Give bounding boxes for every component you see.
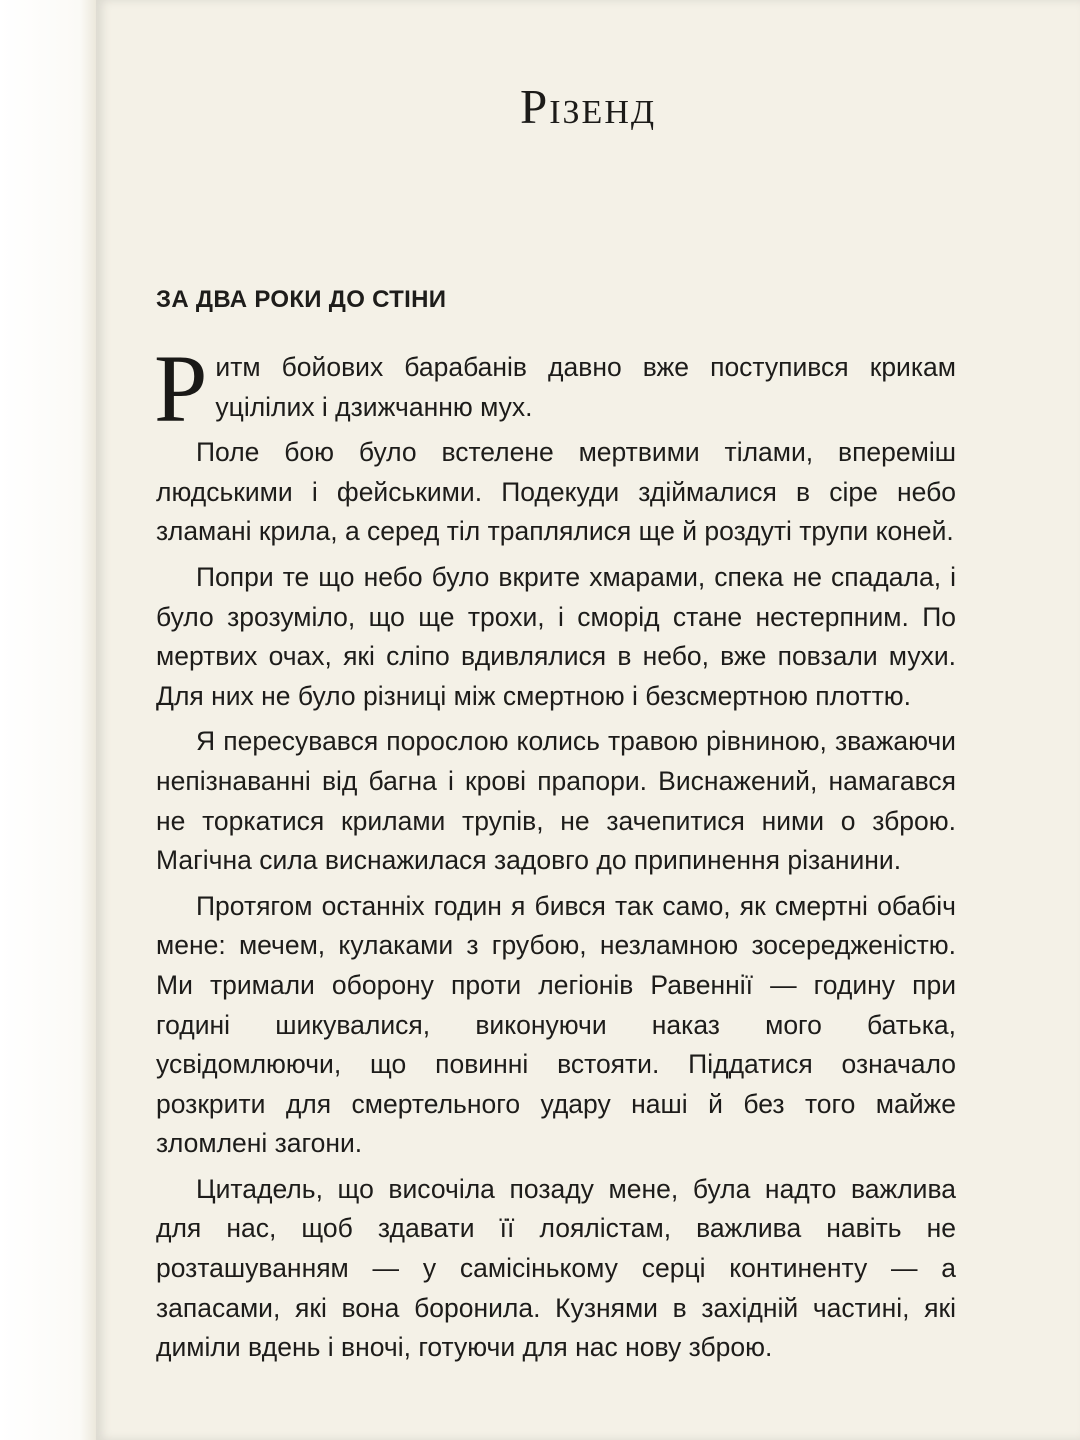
paragraph-3: Попри те що небо було вкрите хмарами, спека не спадала, і було зрозуміло, що ще трохи, і сморід стане нестерпним. По мертвих очах, які сліпо вдивлялися в небо, вже повзали мухи. Для них не було різниці між смертною і безсмертною плоттю. [156, 561, 956, 711]
drop-cap: Р [154, 335, 208, 442]
chapter-body [154, 335, 956, 1374]
section-heading: ЗА ДВА РОКИ ДО СТІНИ [156, 286, 447, 313]
paragraph-6: Цитадель, що височіла позаду мене, була надто важлива для нас, щоб здавати її лоялістам, важлива навіть не розташуванням — у самісінькому серці континенту — а запасами, які вона боронила. Кузнями в західній частині, які диміли вдень і вночі, готуючи для нас нову зброю. [156, 1173, 956, 1363]
paragraph-4: Я пересувався порослою колись травою рівниною, зважаючи непізнаванні від багна і крові прапори. Виснажений, намагався не торкатися крилами трупів, не зачепитися ними о зброю. Магічна сила виснажилася задовго до припинення різанини. [156, 726, 956, 876]
page-gutter [0, 0, 96, 1440]
paragraph-2: Поле бою було встелене мертвими тілами, впереміш людськими і фейськими. Подекуди здіймалися в сіре небо зламані крила, а серед тіл траплялися ще й роздуті трупи коней. [156, 437, 956, 547]
paragraph-1 [154, 335, 956, 442]
paragraph-5: Протягом останніх годин я бився так само, як смертні обабіч мене: мечем, кулаками з грубою, незламною зосередженістю. Ми тримали оборону проти легіонів Равеннії — годину при годині шикувалися, виконуючи наказ мого батька, усвідомлюючи, що повинні встояти. Піддатися означало розкрити для смертельного удару наші й без того майже зломлені загони. [156, 890, 956, 1159]
chapter-title: Різенд [519, 79, 657, 134]
paragraph-1-text: итм бойових барабанів давно вже поступився крикам уцілілих і дзижчанню мух. [215, 352, 956, 422]
